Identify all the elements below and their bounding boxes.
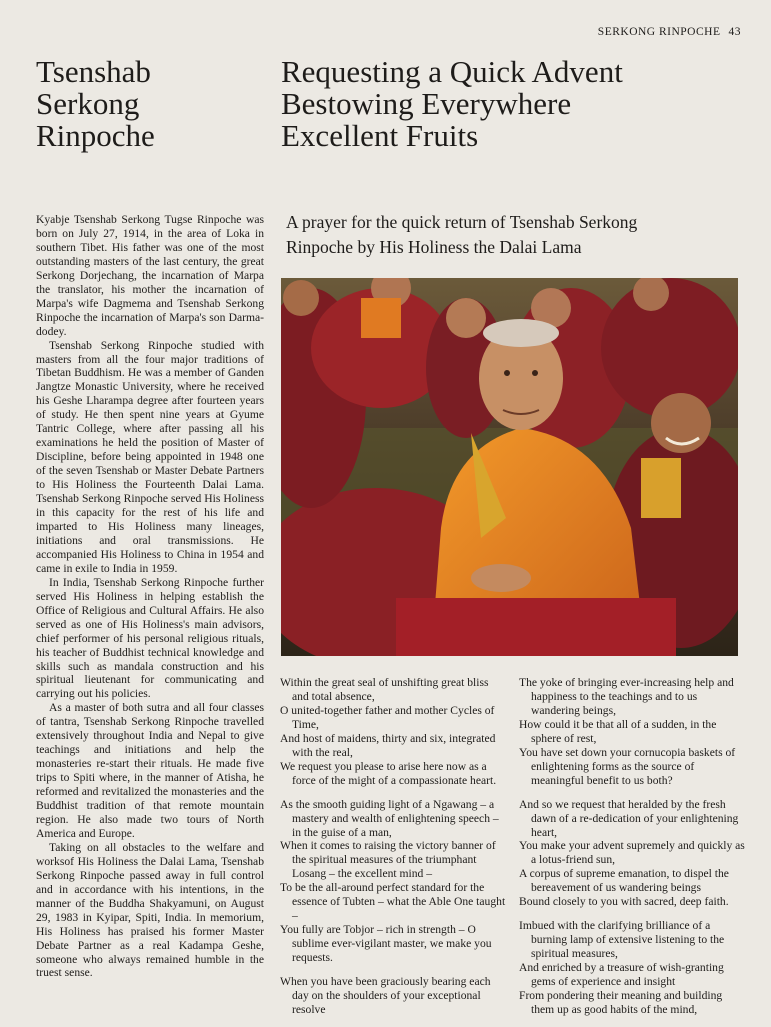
biography-paragraph: Tsenshab Serkong Rinpoche studied with masters from all the four major traditions of Tibetan Buddhism. He was a member of Ganden Jangtze Monastic University, where he received his Geshe Lharampa degree after fourteen years of study. He then spent nine years at Gyume Tantric College, where after passing all his examinations he held the position of Master of Discipline, before being appointed in 1948 one of the seven Tsenshab or Master Debate Partners to His Holiness the Fourteenth Dalai Lama. Tsenshab Serkong Rinpoche served His Holiness in this capacity for the rest of his life and imparted to His Holiness many lineages, initiations and oral transmissions. He accompanied His Holiness to China in 1954 and came in exile to India in 1959.: [36, 338, 264, 575]
prayer-title-line: Requesting a Quick Advent: [281, 54, 623, 89]
verse-line: From pondering their meaning and building them up as good habits of the mind,: [519, 989, 723, 1016]
subtitle-line: Rinpoche by His Holiness the Dalai Lama: [286, 237, 582, 257]
verse-line: You fully are Tobjor – rich in strength – O sublime ever-vigilant master, we make you requests.: [280, 923, 492, 965]
verse-stanza: [280, 975, 506, 1017]
verse-line: And enriched by a treasure of wish-granting gems of experience and insight: [519, 961, 724, 989]
verse-line: You make your advent supremely and quickly as a lotus-friend sun,: [519, 839, 745, 867]
running-title: SERKONG RINPOCHE: [597, 26, 721, 38]
verse-line: The yoke of bringing ever-increasing help and happiness to the teachings and to us wandering beings,: [519, 676, 734, 717]
verse-stanza: [519, 676, 747, 788]
biography-column: [36, 213, 264, 980]
biography-paragraph: In India, Tsenshab Serkong Rinpoche further served His Holiness in helping establish the Office of Religious and Cultural Affairs. He also served as one of His Holiness's main advisors, chief performer of his personal religious rituals, his teacher of Buddhist technical knowledge and skills such as mandala construction and his spiritual lieutenant for communicating and carrying out his policies.: [36, 575, 264, 701]
verse-line: And so we request that heralded by the fresh dawn of a re-dedication of your enlightening heart,: [519, 797, 739, 839]
subtitle-line: A prayer for the quick return of Tsenshab Serkong: [286, 212, 638, 232]
subject-name: [36, 56, 236, 152]
verse-line: Bound closely to you with sacred, deep faith.: [519, 895, 729, 909]
verse-line: When you have been graciously bearing each day on the shoulders of your exceptional resolve: [280, 975, 491, 1016]
verse-stanza: [280, 798, 506, 965]
subject-name-line: Tsenshab: [36, 54, 151, 89]
verse-stanza: [280, 676, 506, 788]
biography-paragraph: As a master of both sutra and all four classes of tantra, Tsenshab Serkong Rinpoche travelled extensively throughout India and Nepal to give teachings and initiations and help the monasteries re-start their rituals. He made five trips to Spiti where, in the manner of Atisha, he reformed and revitalized the monasteries and the Buddhist tradition of that remote mountain region. He also made two tours of North America and Europe.: [36, 701, 264, 840]
group-of-monks-photo: [281, 278, 738, 656]
verse-line: You have set down your cornucopia baskets of enlightening forms as the source of meaningful benefit to us both?: [519, 745, 736, 787]
biography-paragraph: Taking on all obstacles to the welfare and worksof His Holiness the Dalai Lama, Tsenshab Serkong Rinpoche passed away in full control and in accordance with his intentions, in the manner of the Buddha Shakyamuni, on August 29, 1983 in Kyipar, Spiti, India. In memorium, His Holiness has praised his former Master Debate Partner as a real Kadampa Geshe, someone who always remained humble in the truest sense.: [36, 840, 264, 980]
verse-line: As the smooth guiding light of a Ngawang – a mastery and wealth of enlightening speech – in the guise of a man,: [280, 797, 499, 839]
page-number: 43: [728, 26, 741, 38]
verse-line: Within the great seal of unshifting great bliss and total absence,: [280, 676, 489, 703]
prayer-subtitle: [286, 210, 736, 260]
prayer-verses-left: [280, 676, 506, 1027]
prayer-title-line: Bestowing Everywhere: [281, 86, 572, 121]
verse-line: And host of maidens, thirty and six, integrated with the real,: [280, 731, 496, 759]
verse-line: To be the all-around perfect standard for the essence of Tubten – what the Able One taught –: [280, 881, 506, 923]
verse-line: A corpus of supreme emanation, to dispel the bereavement of us wandering beings: [519, 867, 729, 895]
verse-line: We request you please to arise here now as a force of the might of a compassionate heart.: [280, 759, 497, 787]
prayer-title-line: Excellent Fruits: [281, 118, 479, 153]
verse-line: How could it be that all of a sudden, in the sphere of rest,: [519, 717, 717, 745]
subject-name-line: Rinpoche: [36, 118, 155, 153]
verse-stanza: [519, 919, 747, 1017]
subject-name-line: Serkong: [36, 86, 140, 121]
verse-line: O united-together father and mother Cycles of Time,: [280, 703, 495, 731]
prayer-verses-right: [519, 676, 747, 1027]
biography-paragraph: Kyabje Tsenshab Serkong Tugse Rinpoche was born on July 27, 1914, in the area of Loka in southern Tibet. His father was one of the most outstanding masters of the last century, the great Serkong Dorjechang, the incarnation of Marpa the translator, his mother the incarnation of Marpa's wife Dagmema and Tsenshab Serkong Rinpoche the incarnation of Marpa's son Darma-dodey.: [36, 213, 264, 338]
running-head: [590, 26, 741, 38]
verse-stanza: [519, 798, 747, 910]
verse-line: When it comes to raising the victory banner of the spiritual measures of the triumphant Losang – the excellent mind –: [280, 839, 496, 881]
verse-line: Imbued with the clarifying brilliance of a burning lamp of extensive listening to the spiritual measures,: [519, 919, 725, 961]
prayer-title: [281, 56, 751, 152]
photo-illustration: [281, 278, 738, 656]
